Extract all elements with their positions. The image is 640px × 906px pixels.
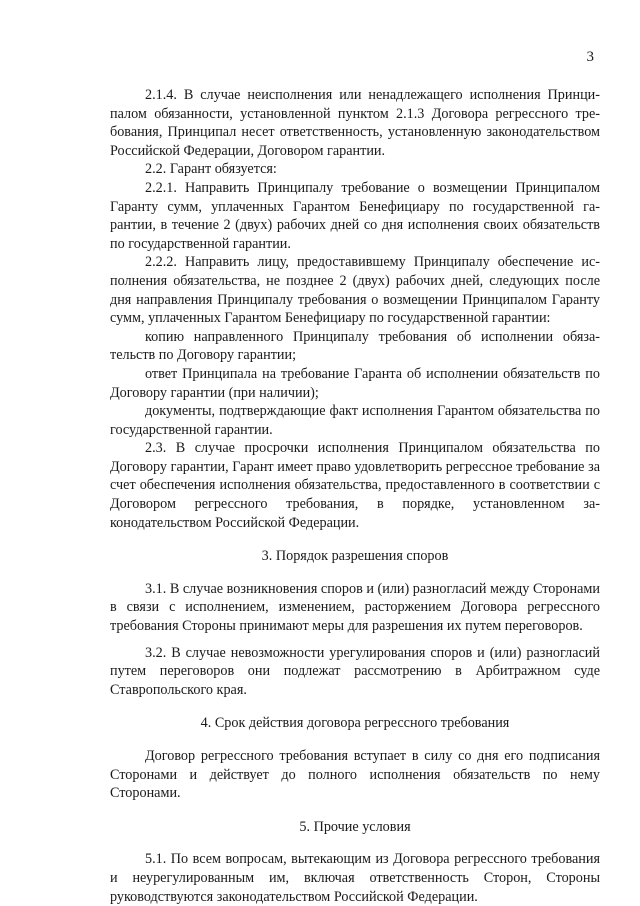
paragraph-2-3: 2.3. В случае просрочки исполнения Принципалом обязательства по Договору гарантии, Гарант имеет право удовлетворить регрессное требование за счет обеспечения исполнения обязательства, предоставленного в соответствии с Договором регрессного требования, в порядке, установленном законодательством Российской Федерации. [110,440,600,531]
list-item-documents: документы, подтверждающие факт исполнения Гарантом обязательства по государственной гарантии. [110,403,600,438]
list-item-principal-response: ответ Принципала на требование Гаранта об исполнении обязательств по Договору гарантии (при наличии); [110,365,600,401]
paragraph-5-1: 5.1. По всем вопросам, вытекающим из Договора регрессного требования и неурегулированным им, включая ответственность Сторон, Стороны руководствуются законодательством Российской Федерации. [110,851,600,905]
paragraph-4-1: Договор регрессного требования вступает в силу со дня его подписания Сторонами и действует до полного исполнения обязательств по нему Сторонами. [110,748,600,802]
paragraph-2-2-1: 2.2.1. Направить Принципалу требование о возмещении Принципалом Гаранту сумм, уплаченных Гарантом Бенефициару по государственной гарантии, в течение 2 (двух) рабочих дней со дня исполнения своих обязательств по государственной гарантии. [110,179,600,252]
paragraph-2-2-2: 2.2.2. Направить лицу, предоставившему Принципалу обеспечение исполнения обязательства, не позднее 2 (двух) рабочих дней, следующих после дня направления Принципалу требования о возмещении Принципалом Гаранту сумм, уплаченных Гарантом Бенефициару по государственной гарантии: [110,254,600,327]
paragraph-2-2: 2.2. Гарант обязуется: [145,161,277,178]
section-4-heading: 4. Срок действия договора регрессного требования [200,715,510,732]
list-item-copy-of-requirement: копию направленного Принципалу требования об исполнении обязательств по Договору гарантии; [110,328,600,364]
document-body [110,86,600,906]
section-3-heading: 3. Порядок разрешения споров [261,548,449,565]
paragraph-3-1: 3.1. В случае возникновения споров и (или) разногласий между Сторонами в связи с исполнением, изменением, расторжением Договора регрессного требования Стороны принимают меры для разрешения их путем переговоров. [110,580,600,635]
paragraph-2-1-4: 2.1.4. В случае неисполнения или ненадлежащего исполнения Принципалом обязанности, установленной пунктом 2.1.3 Договора регрессного требования, Принципал несет ответственность, установленную законодательством Российской Федерации, Договором гарантии. [110,87,600,159]
page-number: 3 [586,49,594,65]
paragraph-3-2: 3.2. В случае невозможности урегулирования споров и (или) разногласий путем переговоров они подлежат рассмотрению в Арбитражном суде Ставропольского края. [110,644,600,698]
section-5-heading: 5. Прочие условия [299,818,411,835]
